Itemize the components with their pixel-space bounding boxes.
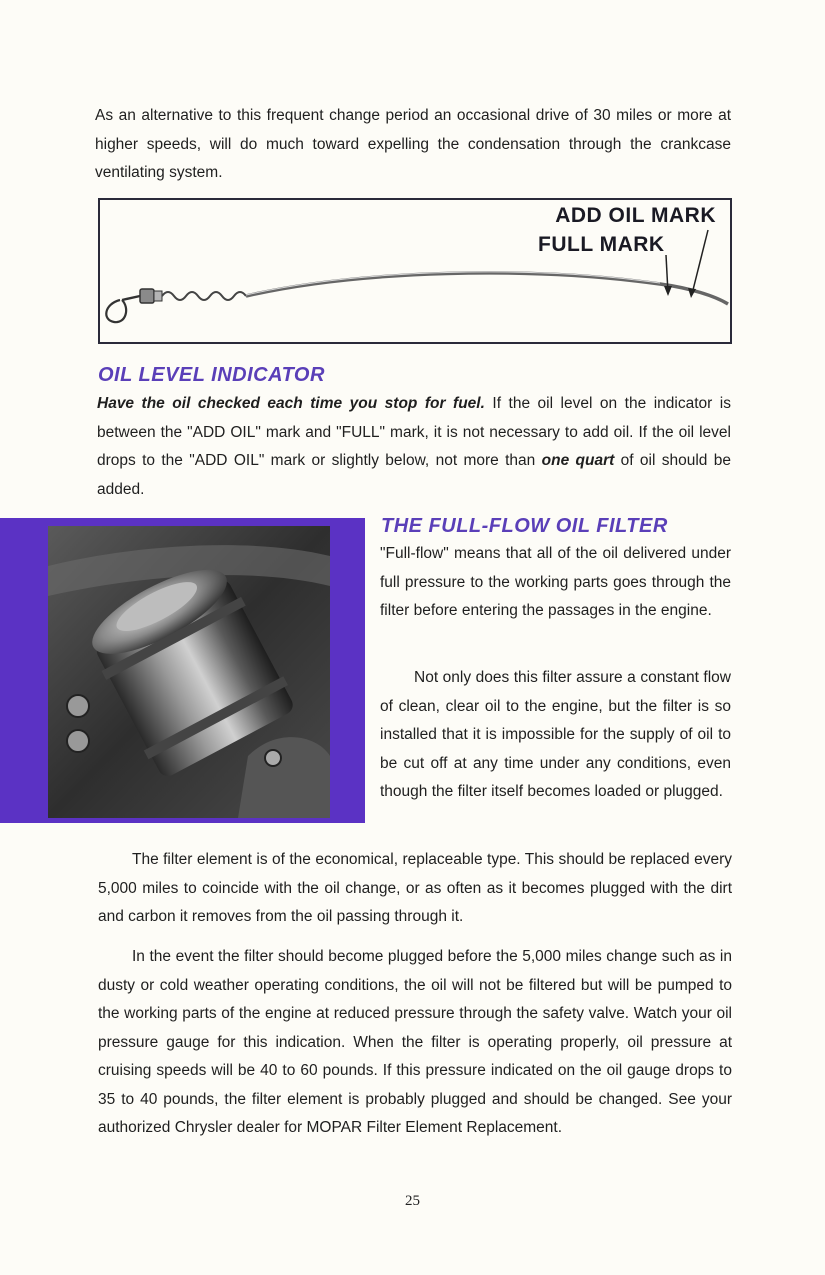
dipstick-neck — [122, 296, 140, 300]
oil-level-paragraph — [97, 390, 731, 504]
dipstick-spring — [162, 292, 246, 300]
filter-paragraph-2: Not only does this filter assure a constant flow of clean, clear oil to the engine, but the filter is so installed that it is impossible for the supply of oil to be cut off at any time under any conditions, even though the filter itself becomes loaded or plugged. — [380, 669, 731, 800]
dipstick-rod-highlight — [246, 272, 660, 295]
add-oil-mark-label: ADD OIL MARK — [555, 204, 716, 227]
oil-level-text-a: If the oil level on the indicator is between the "ADD OIL" mark and "FULL" mark, it is not necessary to add oil. If the oil level drops to the "ADD OIL" mark or slightly below, not more than — [97, 395, 731, 469]
dipstick-collar — [154, 291, 162, 301]
add-oil-mark-arrowhead — [688, 288, 696, 298]
one-quart-emphasis: one quart — [541, 452, 615, 469]
dipstick-diagram — [98, 198, 732, 344]
filter-paragraph-1: "Full-flow" means that all of the oil delivered under full pressure to the working parts goes through the filter before entering the passages in the engine. — [380, 545, 731, 619]
oil-filter-heading: THE FULL-FLOW OIL FILTER — [381, 515, 668, 537]
oil-filter-photo-panel — [0, 518, 365, 823]
dipstick-handle — [106, 300, 126, 322]
intro-paragraph: As an alternative to this frequent change period an occasional drive of 30 miles or more at higher speeds, will do much toward expelling the condensation through the crankcase ventilating system. — [95, 107, 731, 181]
full-mark-arrowhead — [664, 286, 672, 296]
full-mark-label: FULL MARK — [538, 233, 665, 256]
oil-level-text-b: of oil should be added. — [97, 452, 732, 498]
oil-level-lead: Have the oil checked each time you stop for fuel. — [97, 395, 485, 412]
page-number: 25 — [405, 1193, 420, 1209]
oil-level-heading: OIL LEVEL INDICATOR — [98, 364, 325, 386]
mounting-bolt — [67, 695, 89, 717]
dipstick-rod — [246, 273, 728, 304]
filter-paragraph-3: The filter element is of the economical, replaceable type. This should be replaced every 5,000 miles to coincide with the oil change, or as often as it becomes plugged with the dirt and carbon it removes from the oil passing through it. — [98, 851, 732, 925]
clamp-bolt — [265, 750, 281, 766]
oil-filter-photo — [48, 526, 330, 818]
mounting-bolt — [67, 730, 89, 752]
filter-paragraph-4: In the event the filter should become plugged before the 5,000 miles change such as in dusty or cold weather operating conditions, the oil will not be filtered but will be pumped to the working parts of the engine at reduced pressure through the safety valve. Watch your oil pressure gauge for this indication. When the filter is operating properly, oil pressure at cruising speeds will be 40 to 60 pounds. If this pressure indicated on the oil gauge drops to 35 to 40 pounds, the filter element is probably plugged and should be changed. See your authorized Chrysler dealer for MOPAR Filter Element Replacement. — [98, 948, 732, 1136]
dipstick-cap — [140, 289, 154, 303]
oil-filter-illustration — [48, 526, 330, 818]
add-oil-mark-pointer — [692, 230, 708, 294]
